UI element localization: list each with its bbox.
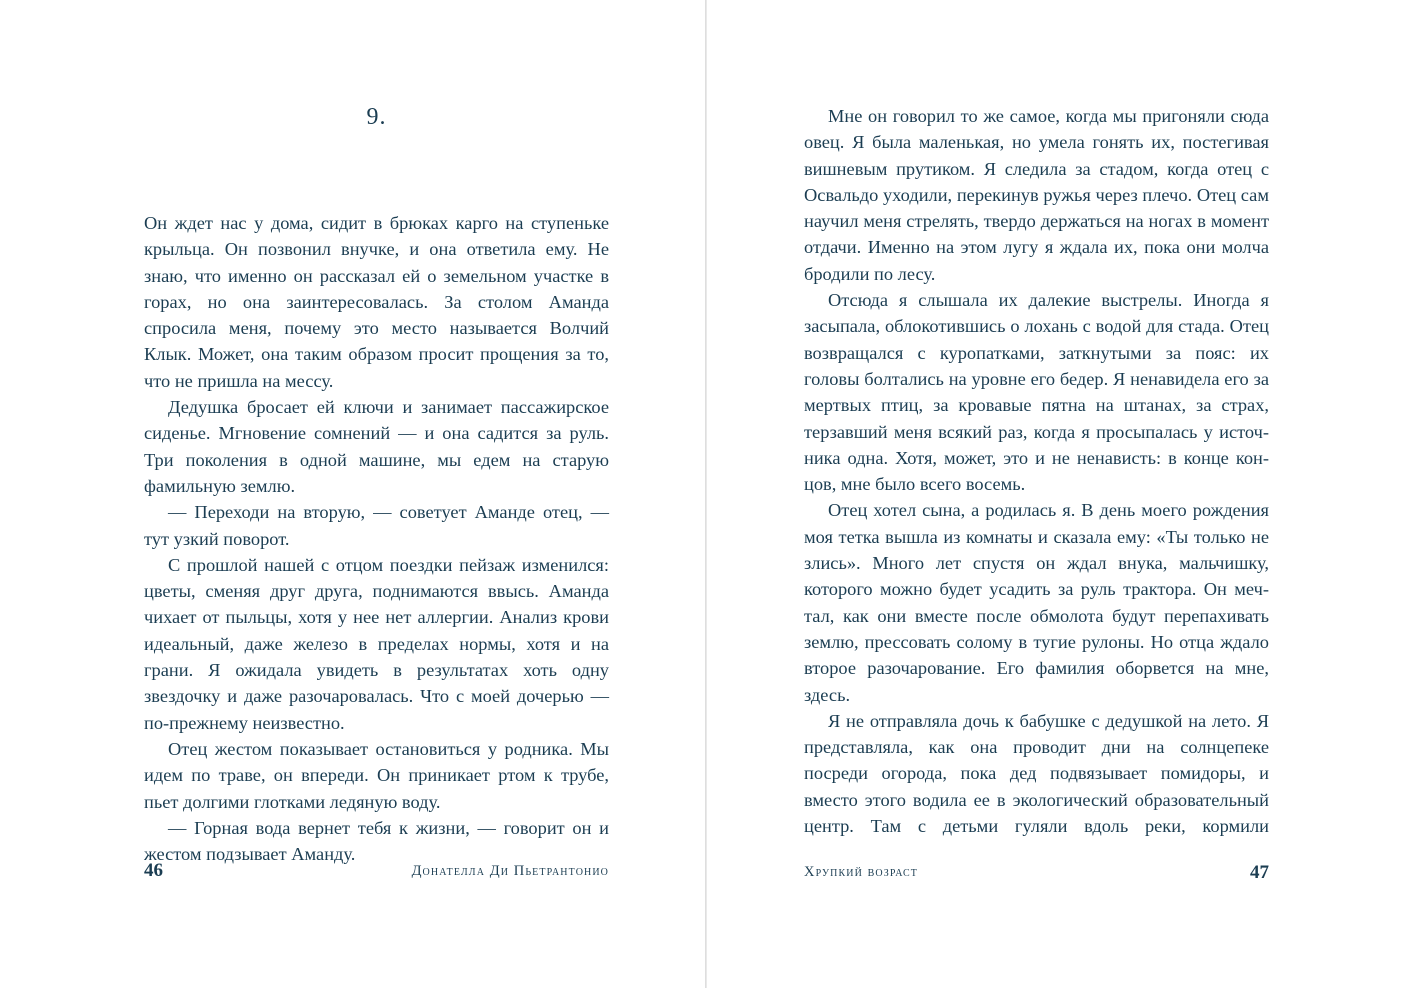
paragraph: Отец жестом показывает остановиться у родника. Мы идем по траве, он впереди. Он приникает ртом к трубе, пьет долгими глотками ледяную воду. (144, 738, 609, 812)
page-number: 46 (144, 860, 163, 881)
left-page-body (144, 210, 609, 867)
paragraph: Он ждет нас у дома, сидит в брюках карго на ступеньке крыльца. Он позвонил внучке, и она ответила ему. Не знаю, что именно он рассказал ей о земельном участке в горах, но она заинтересовалась. За столом Аманда спросила меня, почему это место называется Волчий Клык. Может, она таким образом просит прощения за то, что не пришла на мессу. (144, 213, 609, 391)
left-page (144, 0, 609, 988)
chapter-number: 9. (366, 104, 387, 130)
page-number: 47 (1250, 862, 1269, 883)
paragraph: — Переходи на вторую, — советует Аманде отец, — тут узкий поворот. (144, 502, 609, 549)
right-page-footer (804, 860, 1269, 886)
paragraph: Я не отправляла дочь к бабушке с дедушкой на лето. Я представляла, как она проводит дни на солнцепеке посреди огорода, пока дед подвязывает помидоры, и вместо этого водила ее в экологический образовательный центр. Там с детьми гуляли вдоль реки, кормили (804, 710, 1269, 837)
paragraph: Отец хотел сына, а родилась я. В день моего рождения моя тетка вышла из комнаты и сказала ему: «Ты только не злись». Много лет спустя он ждал внука, мальчишку, которого можно будет усадить за руль трактора. Он мечтал, как они вместе после обмолота будут перепахивать землю, прессовать солому в тугие рулоны. Но отца ждало второе разочарование. Его фамилия оборвется на мне, здесь. (804, 500, 1269, 705)
running-head-title: Хрупкий возраст (804, 864, 919, 880)
paragraph: — Горная вода вернет тебя к жизни, — говорит он и жестом подзывает Аманду. (144, 817, 609, 865)
book-gutter (705, 0, 707, 988)
paragraph: С прошлой нашей с отцом поездки пейзаж изменился: цветы, сменяя друг друга, поднимаются ввысь. Аманда чихает от пыльцы, хотя у нее нет аллергии. Анализ крови идеальный, даже железо в пределах нормы, хотя и на грани. Я ожидала увидеть в результатах хоть одну звездочку и даже разочаровалась. Что с моей дочерью — по-прежнему неизвестно. (144, 554, 609, 733)
left-page-footer (144, 860, 609, 886)
paragraph: Мне он говорил то же самое, когда мы пригоняли сюда овец. Я была маленькая, но умела гонять их, постегивая вишневым прутиком. Я следила за стадом, когда отец с Освальдо уходили, перекинув ружья через плечо. Отец сам научил меня стрелять, твердо держаться на ногах в момент отдачи. Именно на этом лугу я ждала их, пока они молча бродили по лесу. (804, 106, 1269, 284)
running-head-author: Донателла Ди Пьетрантонио (411, 863, 609, 879)
paragraph: Отсюда я слышала их далекие выстрелы. Иногда я засыпала, облокотившись о лохань с водой для стада. Отец возвращался с куропатками, заткнутыми за пояс: их головы болтались на уровне его бедер. Я ненавидела его за мертвых птиц, за кровавые пятна на штанах, за страх, терзавший меня всякий раз, когда я просыпалась у источника одна. Хотя, может, это и не ненависть: в конце концов, мне было всего восемь. (804, 290, 1269, 495)
right-page-body (804, 103, 1269, 839)
paragraph: Дедушка бросает ей ключи и занимает пассажирское сиденье. Мгновение сомнений — и она садится за руль. Три поколения в одной машине, мы едем на старую фамильную землю. (144, 397, 609, 496)
right-page (804, 0, 1269, 988)
